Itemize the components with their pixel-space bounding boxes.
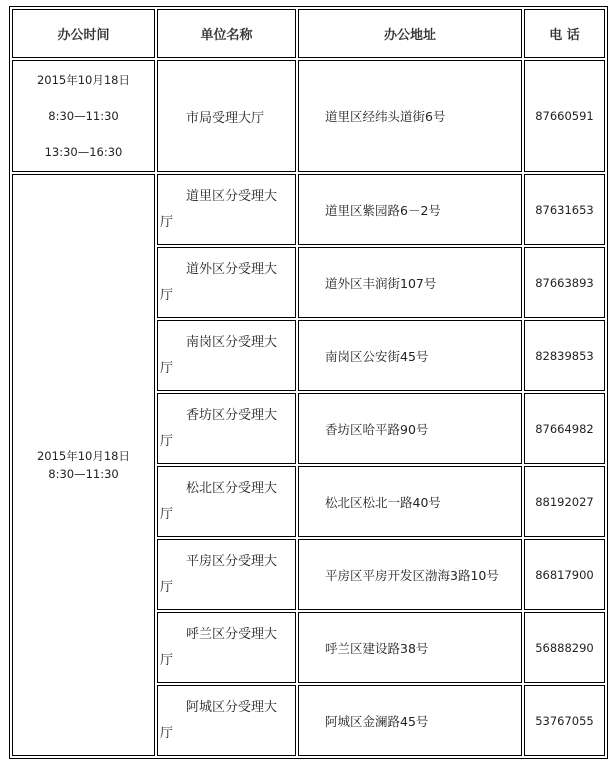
office-address: 道外区丰润街107号 bbox=[298, 247, 522, 318]
unit-name bbox=[157, 393, 296, 464]
unit-name bbox=[157, 612, 296, 683]
phone-number: 88192027 bbox=[524, 466, 605, 537]
unit-name-line2: 厅 bbox=[160, 287, 174, 303]
office-address: 阿城区金澜路45号 bbox=[298, 685, 522, 756]
unit-name-line1: 南岗区分受理大 bbox=[186, 334, 278, 350]
header-phone: 电 话 bbox=[524, 9, 605, 58]
phone-number: 87631653 bbox=[524, 174, 605, 245]
phone-number: 87660591 bbox=[524, 60, 605, 172]
table-row bbox=[12, 60, 605, 172]
office-address: 道里区经纬头道街6号 bbox=[298, 60, 522, 172]
unit-name-line1: 平房区分受理大 bbox=[186, 553, 278, 569]
office-hours-table bbox=[9, 6, 608, 759]
unit-name-line1: 呼兰区分受理大 bbox=[186, 626, 278, 642]
phone-number: 56888290 bbox=[524, 612, 605, 683]
office-time-cell bbox=[12, 174, 155, 756]
time-morning: 8:30—11:30 bbox=[48, 467, 119, 481]
unit-name bbox=[157, 247, 296, 318]
unit-name-line2: 厅 bbox=[160, 360, 174, 376]
office-address: 道里区紫园路6－2号 bbox=[298, 174, 522, 245]
office-hours-table-wrapper bbox=[9, 6, 608, 759]
header-address: 办公地址 bbox=[298, 9, 522, 58]
time-date: 2015年10月18日 bbox=[36, 449, 131, 463]
unit-name-line2: 厅 bbox=[160, 506, 174, 522]
unit-name-line2: 厅 bbox=[160, 433, 174, 449]
header-time: 办公时间 bbox=[12, 9, 155, 58]
time-afternoon: 13:30—16:30 bbox=[44, 145, 123, 159]
office-address: 平房区平房开发区渤海3路10号 bbox=[298, 539, 522, 610]
unit-name-line2: 厅 bbox=[160, 214, 174, 230]
unit-name-line1: 阿城区分受理大 bbox=[186, 699, 278, 715]
unit-name-line2: 厅 bbox=[160, 725, 174, 741]
phone-number: 87663893 bbox=[524, 247, 605, 318]
phone-number: 82839853 bbox=[524, 320, 605, 391]
unit-name: 市局受理大厅 bbox=[157, 60, 296, 172]
unit-name bbox=[157, 320, 296, 391]
table-row bbox=[12, 174, 605, 245]
unit-name bbox=[157, 466, 296, 537]
unit-name-line1: 道里区分受理大 bbox=[186, 188, 278, 204]
time-morning: 8:30—11:30 bbox=[48, 109, 119, 123]
office-time-cell bbox=[12, 60, 155, 172]
office-address: 松北区松北一路40号 bbox=[298, 466, 522, 537]
unit-name-line1: 香坊区分受理大 bbox=[186, 407, 278, 423]
phone-number: 87664982 bbox=[524, 393, 605, 464]
office-address: 呼兰区建设路38号 bbox=[298, 612, 522, 683]
header-row bbox=[12, 9, 605, 58]
header-unit: 单位名称 bbox=[157, 9, 296, 58]
unit-name-line2: 厅 bbox=[160, 652, 174, 668]
unit-name-line1: 松北区分受理大 bbox=[186, 480, 278, 496]
office-address: 南岗区公安街45号 bbox=[298, 320, 522, 391]
unit-name bbox=[157, 539, 296, 610]
time-date: 2015年10月18日 bbox=[36, 73, 131, 87]
unit-name bbox=[157, 685, 296, 756]
phone-number: 86817900 bbox=[524, 539, 605, 610]
unit-name-line2: 厅 bbox=[160, 579, 174, 595]
office-address: 香坊区哈平路90号 bbox=[298, 393, 522, 464]
unit-name-line1: 道外区分受理大 bbox=[186, 261, 278, 277]
phone-number: 53767055 bbox=[524, 685, 605, 756]
unit-name bbox=[157, 174, 296, 245]
